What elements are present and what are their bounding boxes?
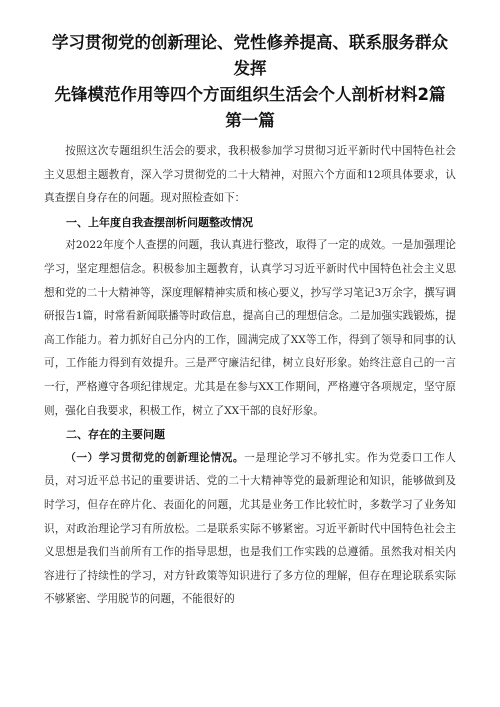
section-2-subsection-1-lead: （一）学习贯彻党的创新理论情况。 bbox=[65, 451, 245, 464]
document-title-line-2: 先锋模范作用等四个方面组织生活会个人剖析材料2篇 bbox=[54, 85, 446, 104]
section-2-subsection-1 bbox=[44, 447, 456, 612]
document-subtitle: 第一篇 bbox=[225, 111, 275, 130]
section-1-heading: 一、上年度自我查摆剖析问题整改情况 bbox=[66, 215, 253, 229]
section-2-subsection-1-body: 一是理论学习不够扎实。作为党委口工作人员，对习近平总书记的重要讲话、党的二十大精神等党的最新理论和知识，能够做到及时学习，但存在碎片化、表面化的问题，尤其是业务工作比较忙时，多数学习了业务知识，对政治理论学习有所放松。二是联系实际不够紧密。习近平新时代中国特色社会主义思想是我们当前所有工作的指导思想，也是我们工作实践的总遵循。虽然我对相关内容进行了持续性的学习，对方针政策等知识进行了多方位的理解，但存在理论联系实际不够紧密、学用脱节的问题，不能很好的 bbox=[44, 451, 457, 606]
intro-paragraph: 按照这次专题组织生活会的要求，我积极参加学习贯彻习近平新时代中国特色社会主义思想主题教育，深入学习贯彻党的二十大精神，对照六个方面和12项具体要求，认真查摆自身存在的问题。现对照检查如下： bbox=[44, 145, 456, 205]
document-title-line-1: 学习贯彻党的创新理论、党性修养提高、联系服务群众发挥 bbox=[52, 33, 448, 78]
section-1-body: 对2022年度个人查摆的问题，我认真进行整改，取得了一定的成效。一是加强理论学习，坚定理想信念。积极参加主题教育，认真学习习近平新时代中国特色社会主义思想和党的二十大精神等，深度理解精神实质和核心要义，抄写学习笔记3万余字，撰写调研报告1篇，时常看新闻联播等时政信息，提高自己的理想信念。二是加强实践锻炼，提高工作能力。着力抓好自己分内的工作，圆满完成了XX等工作，得到了领导和同事的认可，工作能力得到有效提升。三是严守廉洁纪律，树立良好形象。始终注意自己的一言一行，严格遵守各项纪律规定。尤其是在参与XX工作期间，严格遵守各项规定，坚守原则，强化自我要求，积极工作，树立了XX干部的良好形象。 bbox=[44, 239, 456, 417]
section-2-heading: 二、存在的主要问题 bbox=[66, 428, 165, 442]
